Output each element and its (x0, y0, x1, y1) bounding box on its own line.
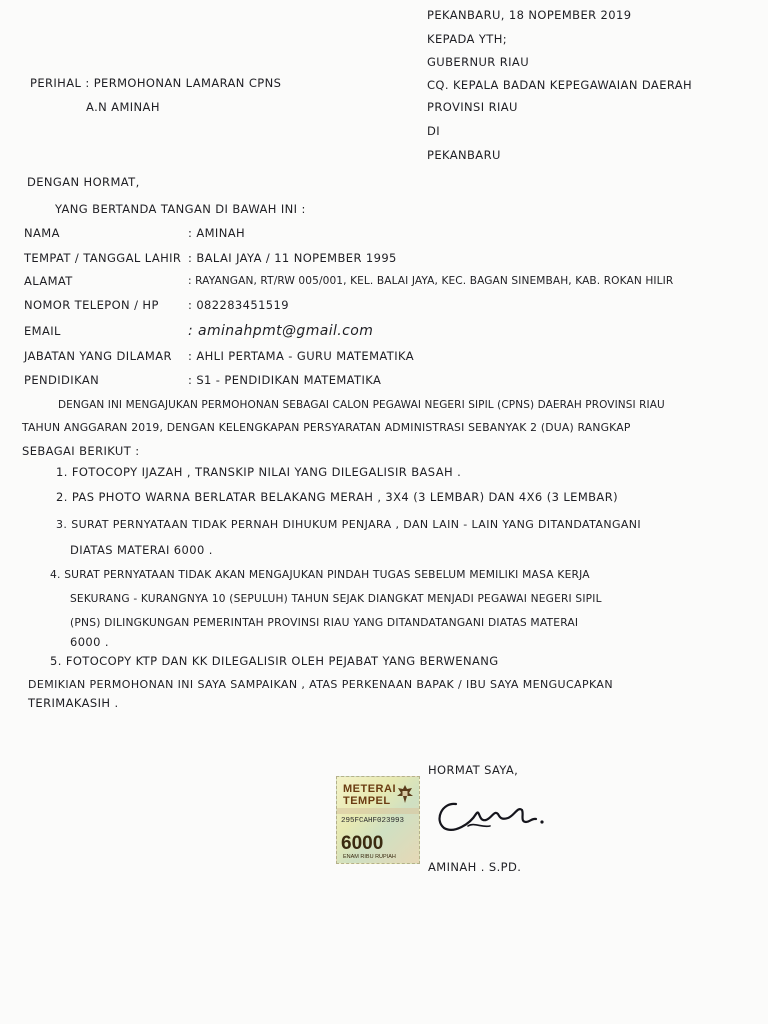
subject-line: PERIHAL : PERMOHONAN LAMARAN CPNS (30, 76, 282, 90)
identity-value: : aminahpmt@gmail.com (188, 323, 374, 339)
identity-value: : BALAI JAYA / 11 NOPEMBER 1995 (188, 251, 397, 265)
body-line: SEBAGAI BERIKUT : (22, 444, 140, 458)
garuda-emblem-icon (395, 783, 415, 805)
recipient-cq: CQ. KEPALA BADAN KEPEGAWAIAN DAERAH (427, 78, 693, 92)
addressee-greeting: KEPADA YTH; (427, 32, 508, 46)
regards: HORMAT SAYA, (428, 763, 519, 777)
closing-line: TERIMAKASIH . (28, 696, 119, 710)
body-line: TAHUN ANGGARAN 2019, DENGAN KELENGKAPAN PERSYARATAN ADMINISTRASI SEBANYAK 2 (DUA) RANGKAP (22, 421, 631, 434)
list-item-continued: 6000 . (70, 635, 109, 649)
intro-line: YANG BERTANDA TANGAN DI BAWAH INI : (55, 202, 306, 216)
identity-label: JABATAN YANG DILAMAR (24, 349, 172, 363)
identity-value: : RAYANGAN, RT/RW 005/001, KEL. BALAI JAYA, KEC. BAGAN SINEMBAH, KAB. ROKAN HILIR (188, 275, 674, 287)
stamp-value: 6000 (341, 833, 384, 854)
identity-value: : S1 - PENDIDIKAN MATEMATIKA (188, 373, 382, 387)
body-line: DENGAN INI MENGAJUKAN PERMOHONAN SEBAGAI CALON PEGAWAI NEGERI SIPIL (CPNS) DAERAH PROVINSI RIAU (58, 399, 665, 411)
identity-label: ALAMAT (24, 274, 73, 288)
stamp-title: METERAI (343, 783, 396, 795)
handwritten-signature (428, 792, 546, 842)
list-item: 4. SURAT PERNYATAAN TIDAK AKAN MENGAJUKAN PINDAH TUGAS SEBELUM MEMILIKI MASA KERJA (50, 568, 590, 581)
revenue-stamp (336, 776, 420, 864)
identity-label: EMAIL (24, 324, 61, 338)
stamp-code: 295FCAHF023993 (341, 817, 405, 825)
stamp-value-text: ENAM RIBU RUPIAH (343, 854, 396, 860)
list-item: 5. FOTOCOPY KTP DAN KK DILEGALISIR OLEH PEJABAT YANG BERWENANG (50, 654, 499, 668)
recipient-title: GUBERNUR RIAU (427, 55, 530, 69)
closing-line: DEMIKIAN PERMOHONAN INI SAYA SAMPAIKAN , ATAS PERKENAAN BAPAK / IBU SAYA MENGUCAPKAN (28, 678, 613, 691)
identity-label: TEMPAT / TANGGAL LAHIR (24, 251, 182, 265)
list-item: 3. SURAT PERNYATAAN TIDAK PERNAH DIHUKUM PENJARA , DAN LAIN - LAIN YANG DITANDATANGANI (56, 518, 642, 531)
identity-label: NAMA (24, 226, 60, 240)
greeting: DENGAN HORMAT, (27, 175, 140, 189)
subject-name: A.N AMINAH (86, 100, 160, 114)
recipient-di: DI (427, 124, 441, 138)
list-item-continued: DIATAS MATERAI 6000 . (70, 543, 213, 557)
identity-value: : 082283451519 (188, 298, 289, 312)
identity-value: : AMINAH (188, 226, 246, 240)
list-item: 1. FOTOCOPY IJAZAH , TRANSKIP NILAI YANG DILEGALISIR BASAH . (56, 465, 462, 479)
recipient-province: PROVINSI RIAU (427, 100, 518, 114)
place-date: PEKANBARU, 18 NOPEMBER 2019 (427, 8, 632, 22)
identity-label: PENDIDIKAN (24, 373, 100, 387)
recipient-city: PEKANBARU (427, 148, 501, 162)
list-item: 2. PAS PHOTO WARNA BERLATAR BELAKANG MERAH , 3X4 (3 LEMBAR) DAN 4X6 (3 LEMBAR) (56, 490, 618, 504)
list-item-continued: (PNS) DILINGKUNGAN PEMERINTAH PROVINSI RIAU YANG DITANDATANGANI DIATAS MATERAI (70, 616, 579, 629)
stamp-ribbon (337, 808, 419, 814)
identity-value: : AHLI PERTAMA - GURU MATEMATIKA (188, 349, 414, 363)
signatory-name: AMINAH . S.PD. (428, 860, 522, 874)
identity-label: NOMOR TELEPON / HP (24, 298, 159, 312)
stamp-subtitle: TEMPEL (343, 795, 391, 807)
list-item-continued: SEKURANG - KURANGNYA 10 (SEPULUH) TAHUN SEJAK DIANGKAT MENJADI PEGAWAI NEGERI SIPIL (70, 593, 602, 605)
